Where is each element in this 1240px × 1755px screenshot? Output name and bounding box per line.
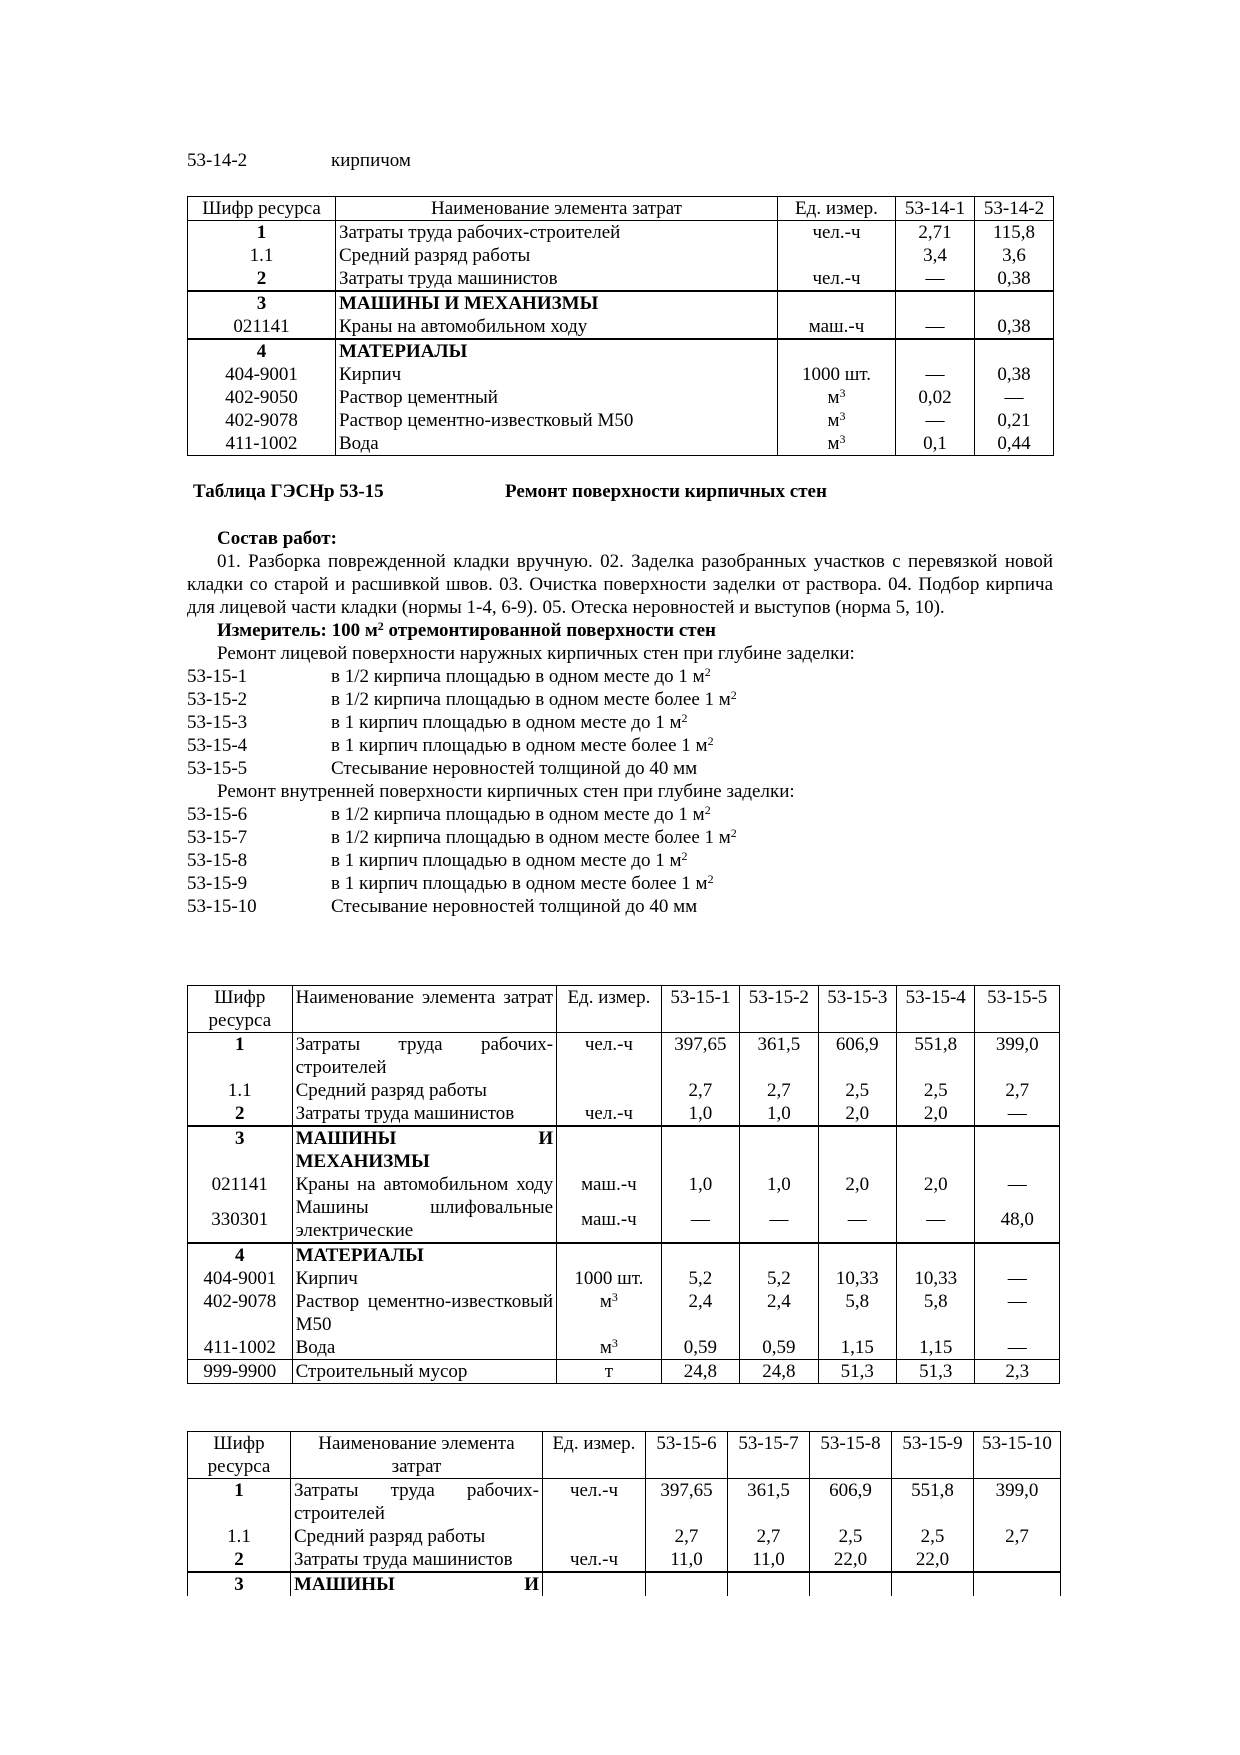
table-row <box>188 1173 1060 1196</box>
header-cell: 53-15-8 <box>810 1432 892 1479</box>
cell-unit: чел.-ч <box>778 267 896 291</box>
cell-unit <box>557 1243 662 1267</box>
cell-unit: $м^3$ <box>557 1290 662 1336</box>
header-cell: 53-15-3 <box>818 986 896 1033</box>
cell-unit: т <box>557 1360 662 1384</box>
cell-value: — <box>975 386 1054 409</box>
cell-value: 2,5 <box>818 1079 896 1102</box>
cell-value: 2,7 <box>975 1079 1060 1102</box>
cell-value: 10,33 <box>897 1267 975 1290</box>
table-header-row <box>188 1432 1061 1479</box>
list-item: 53-15-2 в 1/2 кирпича площадью в одном месте более 1 $м^2$ <box>187 688 737 710</box>
cell-value <box>818 1243 896 1267</box>
group2-title: Ремонт внутренней поверхности кирпичных стен при глубине заделки: <box>217 781 795 802</box>
cell-value: 399,0 <box>974 1479 1061 1526</box>
cell-code: 402-9050 <box>188 386 336 409</box>
cell-value <box>810 1572 892 1596</box>
table-row <box>188 244 1054 267</box>
cell-value: — <box>896 363 975 386</box>
cell-unit <box>778 244 896 267</box>
cell-value: 3,4 <box>896 244 975 267</box>
cell-name: Машины шлифовальные электрические <box>292 1196 557 1243</box>
top-code: 53-14-2 <box>187 150 248 171</box>
cell-value: 2,5 <box>810 1525 892 1548</box>
cell-value: 51,3 <box>818 1360 896 1384</box>
cell-name: МАТЕРИАЛЫ <box>336 339 778 363</box>
table-row <box>188 432 1054 456</box>
cell-value <box>661 1126 739 1173</box>
cell-value: 0,21 <box>975 409 1054 432</box>
list-item: 53-15-7 в 1/2 кирпича площадью в одном месте более 1 $м^2$ <box>187 826 737 848</box>
cell-value: 2,71 <box>896 221 975 245</box>
cell-value <box>974 1572 1061 1596</box>
cell-code: 1.1 <box>188 244 336 267</box>
cell-value <box>975 1126 1060 1173</box>
cell-code: 411-1002 <box>188 432 336 456</box>
list-item: 53-15-3 в 1 кирпич площадью в одном месте до 1 $м^2$ <box>187 711 688 733</box>
cell-value: — <box>975 1267 1060 1290</box>
cell-value: 0,59 <box>740 1336 818 1360</box>
cell-value: 2,0 <box>897 1102 975 1126</box>
cell-value <box>740 1243 818 1267</box>
cell-value <box>661 1243 739 1267</box>
cell-value: 1,0 <box>661 1102 739 1126</box>
cell-value: 2,5 <box>892 1525 974 1548</box>
cell-value: 606,9 <box>810 1479 892 1526</box>
table-row <box>188 363 1054 386</box>
cell-value: 551,8 <box>892 1479 974 1526</box>
cell-unit <box>778 291 896 315</box>
cell-name: Краны на автомобильном ходу <box>336 315 778 339</box>
cell-code: 021141 <box>188 1173 293 1196</box>
table-row <box>188 1126 1060 1173</box>
sostav-section <box>187 527 1053 918</box>
cell-value: — <box>896 409 975 432</box>
table-row <box>188 1336 1060 1360</box>
cell-value: 2,7 <box>974 1525 1061 1548</box>
cell-code: 404-9001 <box>188 1267 293 1290</box>
cell-value <box>728 1572 810 1596</box>
cell-code: 3 <box>188 1572 291 1596</box>
cell-unit <box>778 339 896 363</box>
cell-value <box>896 339 975 363</box>
cell-unit: $м^3$ <box>778 409 896 432</box>
list-item: 53-15-8 в 1 кирпич площадью в одном месте до 1 $м^2$ <box>187 849 688 871</box>
table-row <box>188 291 1054 315</box>
list-item: 53-15-1 в 1/2 кирпича площадью в одном месте до 1 $м^2$ <box>187 665 711 687</box>
cell-unit <box>557 1126 662 1173</box>
cell-name: Затраты труда рабочих-строителей <box>291 1479 543 1526</box>
cell-value: 1,0 <box>740 1102 818 1126</box>
cell-unit: чел.-ч <box>557 1033 662 1080</box>
cell-name: Затраты труда рабочих-строителей <box>292 1033 557 1080</box>
cell-unit: маш.-ч <box>557 1173 662 1196</box>
cell-unit: чел.-ч <box>543 1479 646 1526</box>
table-row <box>188 1079 1060 1102</box>
header-cell: 53-14-2 <box>975 197 1054 221</box>
cell-value: 11,0 <box>728 1548 810 1572</box>
table-row <box>188 1243 1060 1267</box>
table-row <box>188 1572 1061 1596</box>
list-item: 53-15-10 Стесывание неровностей толщиной до 40 мм <box>187 896 698 917</box>
cell-value: 48,0 <box>975 1196 1060 1243</box>
cell-unit: чел.-ч <box>557 1102 662 1126</box>
table-row <box>188 1548 1061 1572</box>
cell-value: — <box>897 1196 975 1243</box>
cell-code: 411-1002 <box>188 1336 293 1360</box>
cell-unit <box>557 1079 662 1102</box>
cell-name: Средний разряд работы <box>291 1525 543 1548</box>
cell-value: 0,1 <box>896 432 975 456</box>
cell-name: Средний разряд работы <box>292 1079 557 1102</box>
cell-value: 2,7 <box>728 1525 810 1548</box>
cell-value: 397,65 <box>661 1033 739 1080</box>
sostav-text: 01. Разборка поврежденной кладки вручную. 02. Заделка разобранных участков с перевязкой новой кладки со старой и расшивкой швов. 03. Очистка поверхности заделки от раствора. 04. Подбор кирпича для лицевой части кладки (нормы 1-4, 6-9). 05. Отеска неровностей и выступов (норма 5, 10). <box>187 551 1053 618</box>
cell-value: 1,0 <box>661 1173 739 1196</box>
cell-value: 2,7 <box>661 1079 739 1102</box>
cell-value: — <box>740 1196 818 1243</box>
cell-value: 5,8 <box>897 1290 975 1336</box>
cell-value: — <box>975 1173 1060 1196</box>
izmeritel: Измеритель: 100 $м^2$ отремонтированной поверхности стен <box>217 619 717 641</box>
table-title-left: Таблица ГЭСНр 53-15 <box>193 481 384 502</box>
header-cell: Шифр ресурса <box>188 1432 291 1479</box>
table-row <box>188 267 1054 291</box>
header-cell: 53-15-5 <box>975 986 1060 1033</box>
cell-code: 2 <box>188 267 336 291</box>
cell-unit: $м^3$ <box>778 432 896 456</box>
cell-name: Раствор цементно-известковый М50 <box>336 409 778 432</box>
cell-value: 2,3 <box>975 1360 1060 1384</box>
list-item: 53-15-4 в 1 кирпич площадью в одном месте более 1 $м^2$ <box>187 734 714 756</box>
cell-value: 2,0 <box>818 1173 896 1196</box>
header-cell: 53-15-6 <box>646 1432 728 1479</box>
cell-value: 11,0 <box>646 1548 728 1572</box>
cell-value: 5,2 <box>740 1267 818 1290</box>
cell-name: Затраты труда машинистов <box>292 1102 557 1126</box>
cell-value: — <box>896 267 975 291</box>
cell-code: 1.1 <box>188 1525 291 1548</box>
header-cell: 53-15-7 <box>728 1432 810 1479</box>
cell-value: — <box>896 315 975 339</box>
cell-value <box>975 1243 1060 1267</box>
cell-value: 361,5 <box>728 1479 810 1526</box>
cell-value: 0,59 <box>661 1336 739 1360</box>
cell-name: МАТЕРИАЛЫ <box>292 1243 557 1267</box>
header-cell: 53-15-2 <box>740 986 818 1033</box>
cell-value: 2,4 <box>661 1290 739 1336</box>
cell-unit: маш.-ч <box>778 315 896 339</box>
cell-value <box>892 1572 974 1596</box>
cell-code: 4 <box>188 1243 293 1267</box>
header-cell: 53-15-4 <box>897 986 975 1033</box>
table-row <box>188 221 1054 245</box>
cell-code: 1.1 <box>188 1079 293 1102</box>
table-row <box>188 1360 1060 1384</box>
top-text: кирпичом <box>331 150 411 171</box>
cell-value: 0,02 <box>896 386 975 409</box>
table-row <box>188 1479 1061 1526</box>
table-row <box>188 409 1054 432</box>
table-row <box>188 1525 1061 1548</box>
cell-value: 361,5 <box>740 1033 818 1080</box>
cell-value: — <box>661 1196 739 1243</box>
cell-value: 0,38 <box>975 315 1054 339</box>
cell-code: 2 <box>188 1102 293 1126</box>
cell-code: 330301 <box>188 1196 293 1243</box>
cell-value: 1,15 <box>897 1336 975 1360</box>
cell-value: 0,38 <box>975 267 1054 291</box>
table-header-row <box>188 986 1060 1033</box>
table-header-row <box>188 197 1054 221</box>
list-item: 53-15-9 в 1 кирпич площадью в одном месте более 1 $м^2$ <box>187 872 714 894</box>
header-cell: Ед. измер. <box>557 986 662 1033</box>
header-cell: Наименование элемента затрат <box>291 1432 543 1479</box>
group1-title: Ремонт лицевой поверхности наружных кирпичных стен при глубине заделки: <box>217 643 855 664</box>
table-row <box>188 1102 1060 1126</box>
cell-value: 2,5 <box>897 1079 975 1102</box>
cell-name: Строительный мусор <box>292 1360 557 1384</box>
cell-value: 22,0 <box>892 1548 974 1572</box>
cell-value: 2,0 <box>897 1173 975 1196</box>
cell-value: 0,38 <box>975 363 1054 386</box>
cell-name: МАШИНЫ И МЕХАНИЗМЫ <box>336 291 778 315</box>
table-row <box>188 1196 1060 1243</box>
cell-value: — <box>975 1290 1060 1336</box>
cell-name: Затраты труда машинистов <box>336 267 778 291</box>
header-cell: Ед. измер. <box>543 1432 646 1479</box>
cell-value: 2,4 <box>740 1290 818 1336</box>
cell-code: 1 <box>188 1033 293 1080</box>
cell-unit: 1000 шт. <box>557 1267 662 1290</box>
cell-code: 3 <box>188 1126 293 1173</box>
cell-name: Раствор цементно-известковый М50 <box>292 1290 557 1336</box>
cell-value: 2,0 <box>818 1102 896 1126</box>
cell-value: 0,44 <box>975 432 1054 456</box>
header-cell: Наименование элемента затрат <box>336 197 778 221</box>
cell-value <box>896 291 975 315</box>
cell-name: Раствор цементный <box>336 386 778 409</box>
cell-value: 1,15 <box>818 1336 896 1360</box>
cell-name: Краны на автомобильном ходу <box>292 1173 557 1196</box>
cell-value: 10,33 <box>818 1267 896 1290</box>
table-row <box>188 315 1054 339</box>
resource-table-53-15-1-5 <box>187 985 1060 1384</box>
header-cell: Шифр ресурса <box>188 986 293 1033</box>
cell-value: 24,8 <box>740 1360 818 1384</box>
cell-value <box>975 339 1054 363</box>
cell-code: 021141 <box>188 315 336 339</box>
header-cell: 53-15-1 <box>661 986 739 1033</box>
table-row <box>188 386 1054 409</box>
list-item: 53-15-6 в 1/2 кирпича площадью в одном месте до 1 $м^2$ <box>187 803 711 825</box>
cell-code: 402-9078 <box>188 409 336 432</box>
resource-table-53-15-6-10 <box>187 1431 1061 1596</box>
cell-value <box>646 1572 728 1596</box>
cell-unit: $м^3$ <box>778 386 896 409</box>
cell-value <box>740 1126 818 1173</box>
cell-value: — <box>975 1336 1060 1360</box>
cell-value <box>897 1126 975 1173</box>
cell-code: 3 <box>188 291 336 315</box>
cell-value: — <box>818 1196 896 1243</box>
cell-code: 1 <box>188 221 336 245</box>
cell-code: 2 <box>188 1548 291 1572</box>
cell-code: 999-9900 <box>188 1360 293 1384</box>
table-row <box>188 339 1054 363</box>
cell-code: 4 <box>188 339 336 363</box>
cell-value <box>818 1126 896 1173</box>
resource-table-53-14 <box>187 196 1054 456</box>
cell-unit: чел.-ч <box>543 1548 646 1572</box>
cell-code: 404-9001 <box>188 363 336 386</box>
cell-unit: $м^3$ <box>557 1336 662 1360</box>
header-cell: 53-15-10 <box>974 1432 1061 1479</box>
header-cell: 53-14-1 <box>896 197 975 221</box>
cell-value: 5,2 <box>661 1267 739 1290</box>
header-cell: Шифр ресурса <box>188 197 336 221</box>
cell-unit: маш.-ч <box>557 1196 662 1243</box>
cell-name: Вода <box>292 1336 557 1360</box>
cell-value: 5,8 <box>818 1290 896 1336</box>
cell-value: 51,3 <box>897 1360 975 1384</box>
cell-code: 402-9078 <box>188 1290 293 1336</box>
list-item: 53-15-5 Стесывание неровностей толщиной до 40 мм <box>187 758 698 779</box>
table-row <box>188 1033 1060 1080</box>
table-row <box>188 1267 1060 1290</box>
cell-name: Затраты труда машинистов <box>291 1548 543 1572</box>
header-cell: Ед. измер. <box>778 197 896 221</box>
cell-value: 1,0 <box>740 1173 818 1196</box>
cell-name: Кирпич <box>336 363 778 386</box>
cell-value: 399,0 <box>975 1033 1060 1080</box>
cell-value <box>975 291 1054 315</box>
cell-value: 22,0 <box>810 1548 892 1572</box>
cell-unit: 1000 шт. <box>778 363 896 386</box>
cell-name: МАШИНЫ И МЕХАНИЗМЫ <box>292 1126 557 1173</box>
cell-name: Кирпич <box>292 1267 557 1290</box>
cell-name: Средний разряд работы <box>336 244 778 267</box>
cell-value: 2,7 <box>740 1079 818 1102</box>
header-cell: Наименование элемента затрат <box>292 986 557 1033</box>
sostav-heading: Состав работ: <box>217 528 337 549</box>
header-cell: 53-15-9 <box>892 1432 974 1479</box>
cell-value <box>897 1243 975 1267</box>
cell-value: 2,7 <box>646 1525 728 1548</box>
cell-name: Вода <box>336 432 778 456</box>
cell-value: — <box>975 1102 1060 1126</box>
cell-unit: чел.-ч <box>778 221 896 245</box>
top-line <box>187 149 1053 172</box>
table-title-right: Ремонт поверхности кирпичных стен <box>505 481 827 502</box>
cell-name: Затраты труда рабочих-строителей <box>336 221 778 245</box>
cell-value: 3,6 <box>975 244 1054 267</box>
cell-code: 1 <box>188 1479 291 1526</box>
cell-name: МАШИНЫ И <box>291 1572 543 1596</box>
cell-value <box>974 1548 1061 1572</box>
table-row <box>188 1290 1060 1336</box>
cell-value: 24,8 <box>661 1360 739 1384</box>
cell-value: 606,9 <box>818 1033 896 1080</box>
cell-unit <box>543 1572 646 1596</box>
cell-value: 551,8 <box>897 1033 975 1080</box>
cell-unit <box>543 1525 646 1548</box>
cell-value: 115,8 <box>975 221 1054 245</box>
cell-value: 397,65 <box>646 1479 728 1526</box>
